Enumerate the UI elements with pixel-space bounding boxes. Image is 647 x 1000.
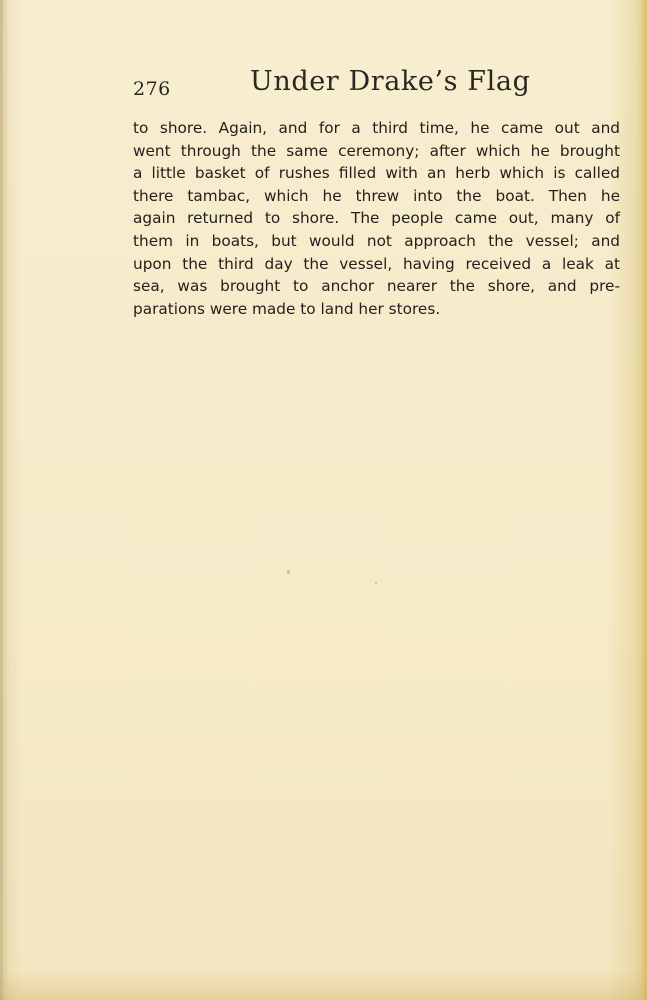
running-title: Under Drake’s Flag [250, 66, 531, 97]
text-line: to shore. Again, and for a third time, he came out and [133, 119, 620, 137]
page-bottom-shadow [0, 970, 647, 1000]
body-paragraph [133, 117, 620, 320]
text-line: again returned to shore. The people came out, many of [133, 209, 620, 228]
text-line: sea, was brought to anchor nearer the shore, and pre- [133, 277, 620, 296]
text-line: there tambac, which he threw into the boat. Then he [133, 186, 620, 205]
text-line: a little basket of rushes filled with an herb which is called [133, 164, 620, 183]
text-line: them in boats, but would not approach the vessel; and [133, 231, 620, 250]
page-header [133, 66, 620, 110]
paper-speck [287, 570, 290, 574]
page-number: 276 [133, 78, 171, 100]
text-line: parations were made to land her stores. [133, 299, 441, 318]
text-line: went through the same ceremony; after which he brought [133, 141, 620, 160]
page-right-edge [639, 0, 647, 1000]
text-line: upon the third day the vessel, having received a leak at [133, 254, 620, 273]
paper-speck [375, 582, 377, 584]
page-left-edge [0, 0, 3, 1000]
